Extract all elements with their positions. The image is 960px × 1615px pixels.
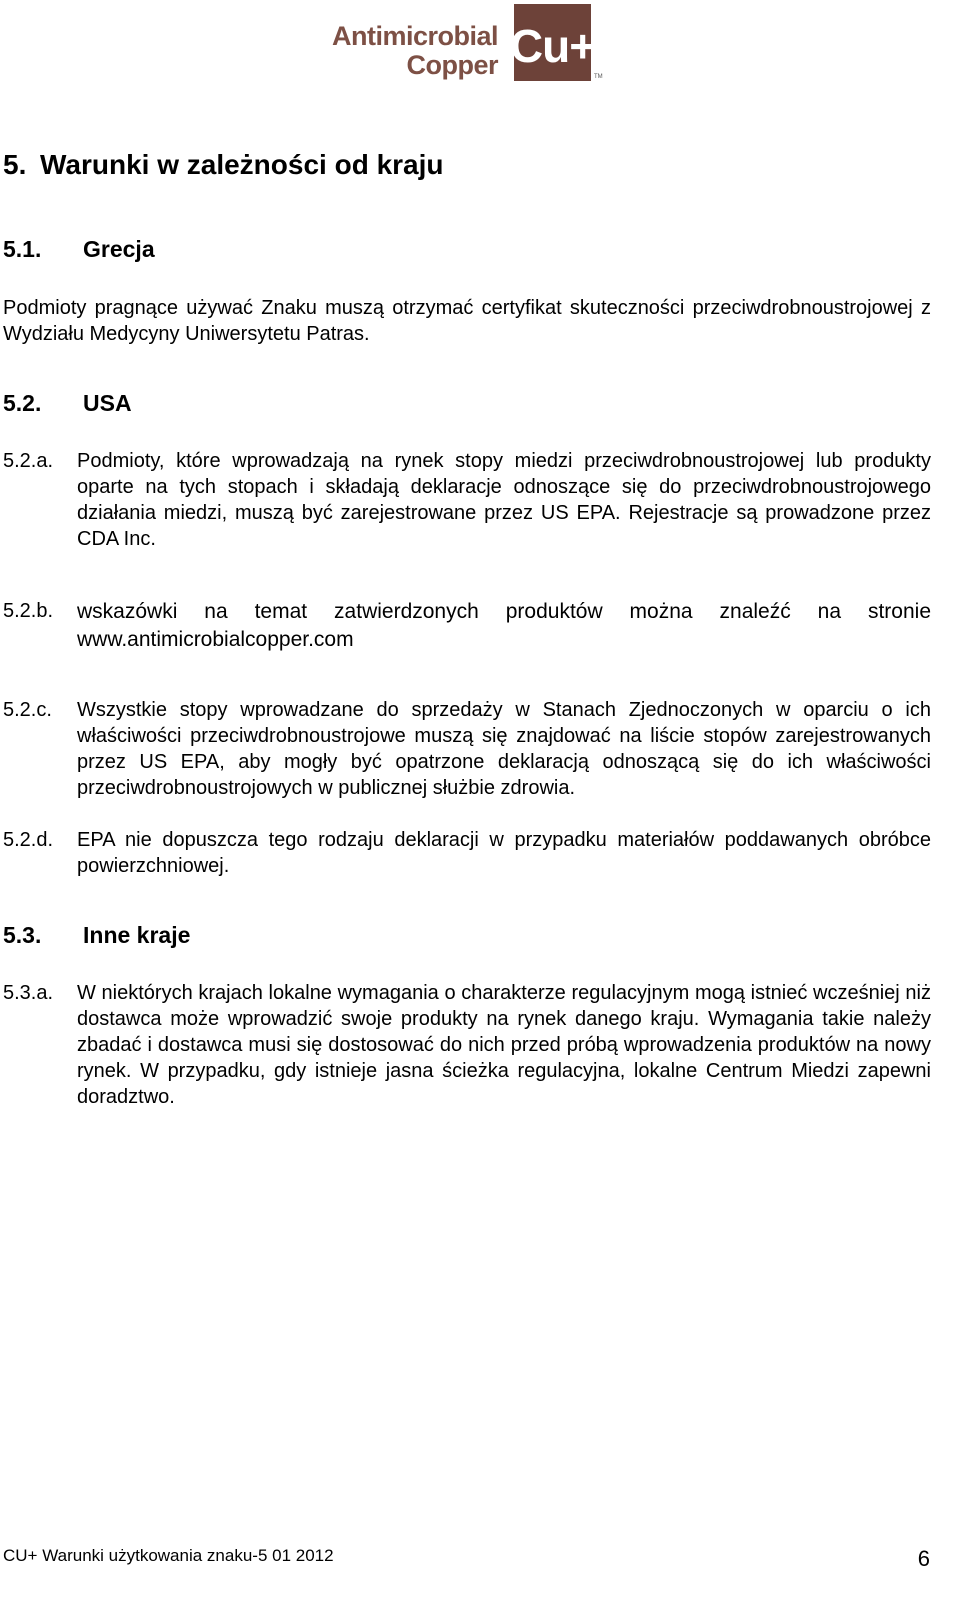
trademark-mark: TM xyxy=(594,74,603,80)
subsection-heading-usa xyxy=(3,390,132,417)
subsection-title: USA xyxy=(83,390,132,416)
cu-plus-logo-mark xyxy=(509,4,596,81)
antimicrobial-copper-logo xyxy=(330,4,610,82)
grecja-paragraph: Podmioty pragnące używać Znaku muszą otrzymać certyfikat skuteczności przeciwdrobnoustrojowej z Wydziału Medycyny Uniwersytetu Patras. xyxy=(3,297,931,345)
list-item xyxy=(3,697,931,801)
item-text: W niektórych krajach lokalne wymagania o charakterze regulacyjnym mogą istnieć wcześniej niż dostawca może wprowadzić swoje produkty na rynek danego kraju. Wymagania takie należy zbadać i dostawca musi się dostosować do nich przed próbą wprowadzenia produktów na nowy rynek. W przypadku, gdy istnieje jasna ścieżka regulacyjna, lokalne Centrum Miedzi zapewni doradztwo. xyxy=(77,982,931,1108)
subsection-number: 5.1. xyxy=(3,236,42,262)
logo-mark-text: Cu+ xyxy=(509,19,596,72)
subsection-heading-inne-kraje xyxy=(3,922,190,949)
subsection-number: 5.3. xyxy=(3,922,42,948)
item-label: 5.2.a. xyxy=(3,450,54,472)
item-text: Wszystkie stopy wprowadzane do sprzedaży w Stanach Zjednoczonych w oparciu o ich właściwości przeciwdrobnoustrojowe muszą się znajdować na liście stopów zarejestrowanych przez US EPA, aby mogły być opatrzone deklaracją odnoszącą się do ich właściwości przeciwdrobnoustrojowych w publicznej służbie zdrowia. xyxy=(77,699,931,799)
subsection-heading-grecja xyxy=(3,236,155,263)
item-text: EPA nie dopuszcza tego rodzaju deklaracji w przypadku materiałów poddawanych obróbce powierzchniowej. xyxy=(77,829,931,877)
list-item xyxy=(3,448,931,552)
subsection-title: Grecja xyxy=(83,236,155,262)
item-label: 5.2.b. xyxy=(3,600,54,622)
footer-document-info: CU+ Warunki użytkowania znaku-5 01 2012 xyxy=(3,1546,334,1565)
list-item xyxy=(3,827,931,879)
item-label: 5.2.c. xyxy=(3,699,52,721)
item-text: Podmioty, które wprowadzają na rynek stopy miedzi przeciwdrobnoustrojowej lub produkty oparte na tych stopach i składają deklaracje odnoszące się do przeciwdrobnoustrojowego działania miedzi, muszą być zarejestrowane przez US EPA. Rejestracje są prowadzone przez CDA Inc. xyxy=(77,450,931,550)
list-item xyxy=(3,980,931,1110)
item-label: 5.2.d. xyxy=(3,829,54,851)
item-label: 5.3.a. xyxy=(3,982,54,1004)
subsection-title: Inne kraje xyxy=(83,922,191,948)
page-number: 6 xyxy=(917,1546,930,1571)
item-text: wskazówki na temat zatwierdzonych produktów można znaleźć na stronie www.antimicrobialcopper.com xyxy=(77,600,931,651)
section-heading xyxy=(3,149,444,181)
subsection-number: 5.2. xyxy=(3,390,42,416)
section-title: Warunki w zależności od kraju xyxy=(40,149,444,180)
list-item xyxy=(3,598,931,654)
logo-text-line1: Antimicrobial xyxy=(331,21,498,51)
logo-text-line2: Copper xyxy=(406,50,498,80)
section-number: 5. xyxy=(3,149,27,180)
